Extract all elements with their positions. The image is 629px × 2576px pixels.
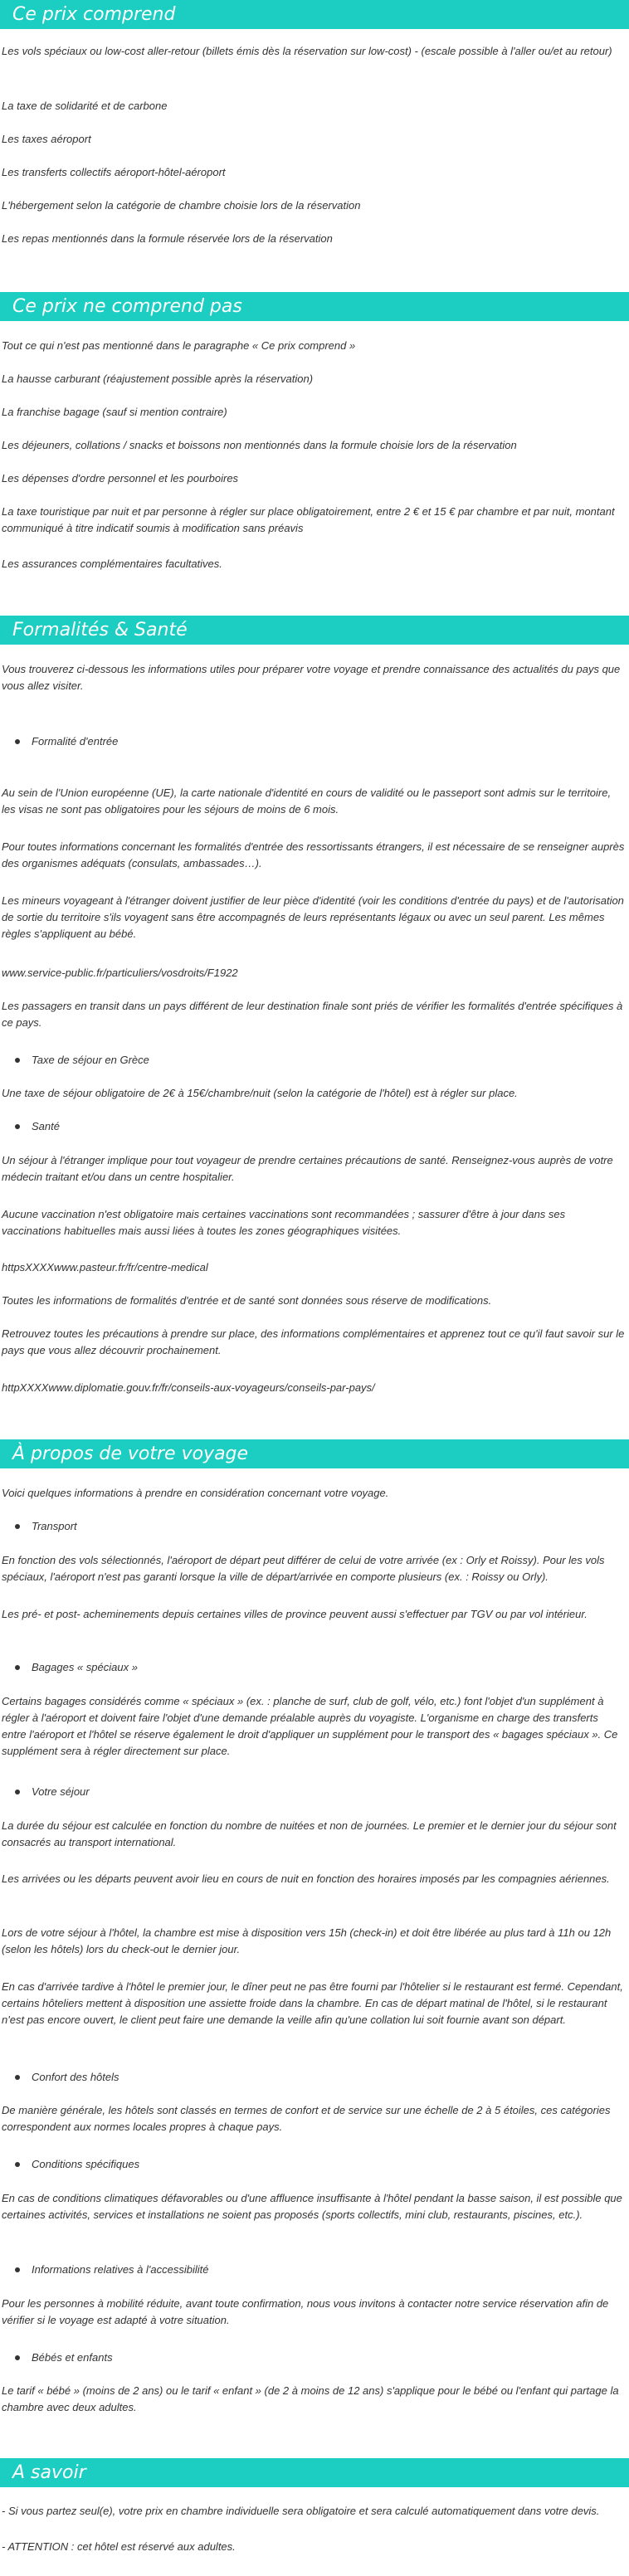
bullet-dot-icon <box>15 1124 20 1129</box>
formalites-paragraph: Au sein de l'Union européenne (UE), la carte nationale d'identité en cours de validité ou le passeport sont admis sur le territoire, les visas ne sont pas obligatoires pour les séjours de moins de 6 mois. <box>2 786 612 816</box>
excluded-item: Tout ce qui n'est pas mentionné dans le paragraphe « Ce prix comprend » <box>2 339 356 352</box>
included-item: Les vols spéciaux ou low-cost aller-retour (billets émis dès la réservation sur low-cost) - (escale possible à l'aller ou/et au retour) <box>2 45 612 57</box>
formalites-paragraph: Toutes les informations de formalités d'entrée et de santé sont données sous réserve de modifications. <box>2 1294 492 1307</box>
section-title-prix-comprend: Ce prix comprend <box>0 0 629 29</box>
diplomatie-link[interactable]: httpXXXXwww.diplomatie.gouv.fr/fr/conseils-aux-voyageurs/conseils-par-pays/ <box>2 1381 375 1394</box>
voyage-paragraph: En cas d'arrivée tardive à l'hôtel le premier jour, le dîner peut ne pas être fourni par l'hôtelier si le restaurant est fermé. Cependant, certains hôteliers mettent à disposition une assiette froide dans la chambre. En cas de départ matinal de l'hôtel, si le restaurant n'est pas encore ouvert, le client peut faire une demande la veille afin qu'une collation lui soit fournie avant son départ. <box>2 1980 623 2026</box>
formalites-paragraph: Retrouvez toutes les précautions à prendre sur place, des informations complémentaires et apprenez tout ce qu'il faut savoir sur le pays que vous allez découvrir prochainement. <box>2 1327 625 1356</box>
formalites-paragraph: Les passagers en transit dans un pays différent de leur destination finale sont priés de vérifier les formalités d'entrée spécifiques à ce pays. <box>2 1000 623 1029</box>
bullet-dot-icon <box>15 2075 20 2080</box>
formalites-intro: Vous trouverez ci-dessous les informations utiles pour préparer votre voyage et prendre connaissance des actualités du pays que vous allez visiter. <box>2 663 621 692</box>
voyage-paragraph: Les arrivées ou les départs peuvent avoir lieu en cours de nuit en fonction des horaires imposés par les compagnies aériennes. <box>2 1872 610 1885</box>
voyage-paragraph: De manière générale, les hôtels sont classés en termes de confort et de service sur une échelle de 2 à 5 étoiles, ces catégories correspondent aux normes locales propres à chaque pays. <box>2 2104 611 2133</box>
bullet-dot-icon <box>15 2267 20 2272</box>
voyage-paragraph: Pour les personnes à mobilité réduite, avant toute confirmation, nous vous invitons à contacter notre service réservation afin de vérifier si le voyage est adapté à votre situation. <box>2 2297 609 2326</box>
bullet-dot-icon <box>15 1665 20 1670</box>
pasteur-link[interactable]: httpsXXXXwww.pasteur.fr/fr/centre-medical <box>2 1261 208 1273</box>
voyage-paragraph: La durée du séjour est calculée en fonction du nombre de nuitées et non de journées. Le premier et le dernier jour du séjour sont consacrés au transport international. <box>2 1819 617 1848</box>
formalites-paragraph: Pour toutes informations concernant les formalités d'entrée des ressortissants étrangers, il est nécessaire de se renseigner auprès des organismes adéquats (consulats, ambassades…). <box>2 840 625 869</box>
excluded-item: La taxe touristique par nuit et par personne à régler sur place obligatoirement, entre 2 € et 15 € par chambre et par nuit, montant communiqué à titre indicatif soumis à modification sans préavis <box>2 505 615 534</box>
a-savoir-line: - Si vous partez seul(e), votre prix en chambre individuelle sera obligatoire et sera calculé automatiquement dans votre devis. <box>2 2505 600 2517</box>
voyage-paragraph: Le tarif « bébé » (moins de 2 ans) ou le tarif « enfant » (de 2 à moins de 12 ans) s'applique pour le bébé ou l'enfant qui partage la chambre avec deux adultes. <box>2 2384 619 2413</box>
included-item: L'hébergement selon la catégorie de chambre choisie lors de la réservation <box>2 199 361 212</box>
voyage-paragraph: Certains bagages considérés comme « spéciaux » (ex. : planche de surf, club de golf, vélo, etc.) font l'objet d'un supplément à régler à l'aéroport et doivent faire l'objet d'une demande préalable auprès du voyagiste. L'organisme en charge des transferts entre l'aéroport et l'hôtel se réserve également le droit d'appliquer un supplément pour le transport des « bagages spéciaux ». Ce supplément sera à régler directement sur place. <box>2 1695 618 1757</box>
included-item: Les transferts collectifs aéroport-hôtel-aéroport <box>2 166 226 178</box>
bullet-dot-icon <box>15 1524 20 1529</box>
voyage-paragraph: Les pré- et post- acheminements depuis certaines villes de province peuvent aussi s'effectuer par TGV ou par vol intérieur. <box>2 1608 588 1620</box>
section-title-a-savoir: A savoir <box>0 2458 629 2487</box>
bullet-dot-icon <box>15 739 20 744</box>
bullet-dot-icon <box>15 2162 20 2167</box>
voyage-paragraph: En cas de conditions climatiques défavorables ou d'une affluence insuffisante à l'hôtel pendant la basse saison, il est possible que certaines activités, services et installations ne soient pas proposés (sports collectifs, mini club, restaurants, piscines, etc.). <box>2 2192 622 2221</box>
voyage-paragraph: En fonction des vols sélectionnés, l'aéroport de départ peut différer de celui de votre arrivée (ex : Orly et Roissy). Pour les vols spéciaux, l'aéroport n'est pas garanti lorsque la ville de départ/arrivée en comporte plusieurs (ex. : Roissy ou Orly). <box>2 1554 605 1583</box>
a-savoir-line: - ATTENTION : cet hôtel est réservé aux adultes. <box>2 2540 236 2553</box>
included-item: La taxe de solidarité et de carbone <box>2 100 168 112</box>
excluded-item: La hausse carburant (réajustement possible après la réservation) <box>2 373 314 385</box>
section-title-formalites-sante: Formalités & Santé <box>0 616 629 645</box>
voyage-paragraph: Lors de votre séjour à l'hôtel, la chambre est mise à disposition vers 15h (check-in) et doit être libérée au plus tard à 11h ou 12h (selon les hôtels) lors du check-out le dernier jour. <box>2 1926 612 1955</box>
formalites-paragraph: Aucune vaccination n'est obligatoire mais certaines vaccinations sont recommandées ; sassurer d'être à jour dans ses vaccinations habituelles mais aussi liées à toutes les zones géographiques visitées. <box>2 1208 566 1237</box>
excluded-item: Les dépenses d'ordre personnel et les pourboires <box>2 472 239 485</box>
voyage-intro: Voici quelques informations à prendre en considération concernant votre voyage. <box>2 1487 389 1499</box>
service-public-link[interactable]: www.service-public.fr/particuliers/vosdroits/F1922 <box>2 967 238 979</box>
included-item: Les taxes aéroport <box>2 133 91 145</box>
section-title-prix-ne-comprend-pas: Ce prix ne comprend pas <box>0 292 629 321</box>
formalites-paragraph: Un séjour à l'étranger implique pour tout voyageur de prendre certaines précautions de santé. Renseignez-vous auprès de votre médecin traitant et/ou dans un centre hospitalier. <box>2 1154 613 1183</box>
bullet-dot-icon <box>15 1058 20 1063</box>
excluded-item: Les déjeuners, collations / snacks et boissons non mentionnés dans la formule choisie lors de la réservation <box>2 439 517 451</box>
bullet-dot-icon <box>15 1790 20 1794</box>
excluded-item: Les assurances complémentaires facultatives. <box>2 558 222 570</box>
excluded-item: La franchise bagage (sauf si mention contraire) <box>2 406 227 418</box>
formalites-paragraph: Les mineurs voyageant à l'étranger doivent justifier de leur pièce d'identité (voir les conditions d'entrée du pays) et de l'autorisation de sortie du territoire s'ils voyagent sans être accompagnés de leurs représentants légaux ou avec un seul parent. Les mêmes règles s'appliquent au bébé. <box>2 894 624 940</box>
included-item: Les repas mentionnés dans la formule réservée lors de la réservation <box>2 232 333 245</box>
bullet-dot-icon <box>15 2355 20 2360</box>
formalites-paragraph: Une taxe de séjour obligatoire de 2€ à 15€/chambre/nuit (selon la catégorie de l'hôtel) est à régler sur place. <box>2 1087 518 1099</box>
section-title-a-propos: À propos de votre voyage <box>0 1439 629 1468</box>
